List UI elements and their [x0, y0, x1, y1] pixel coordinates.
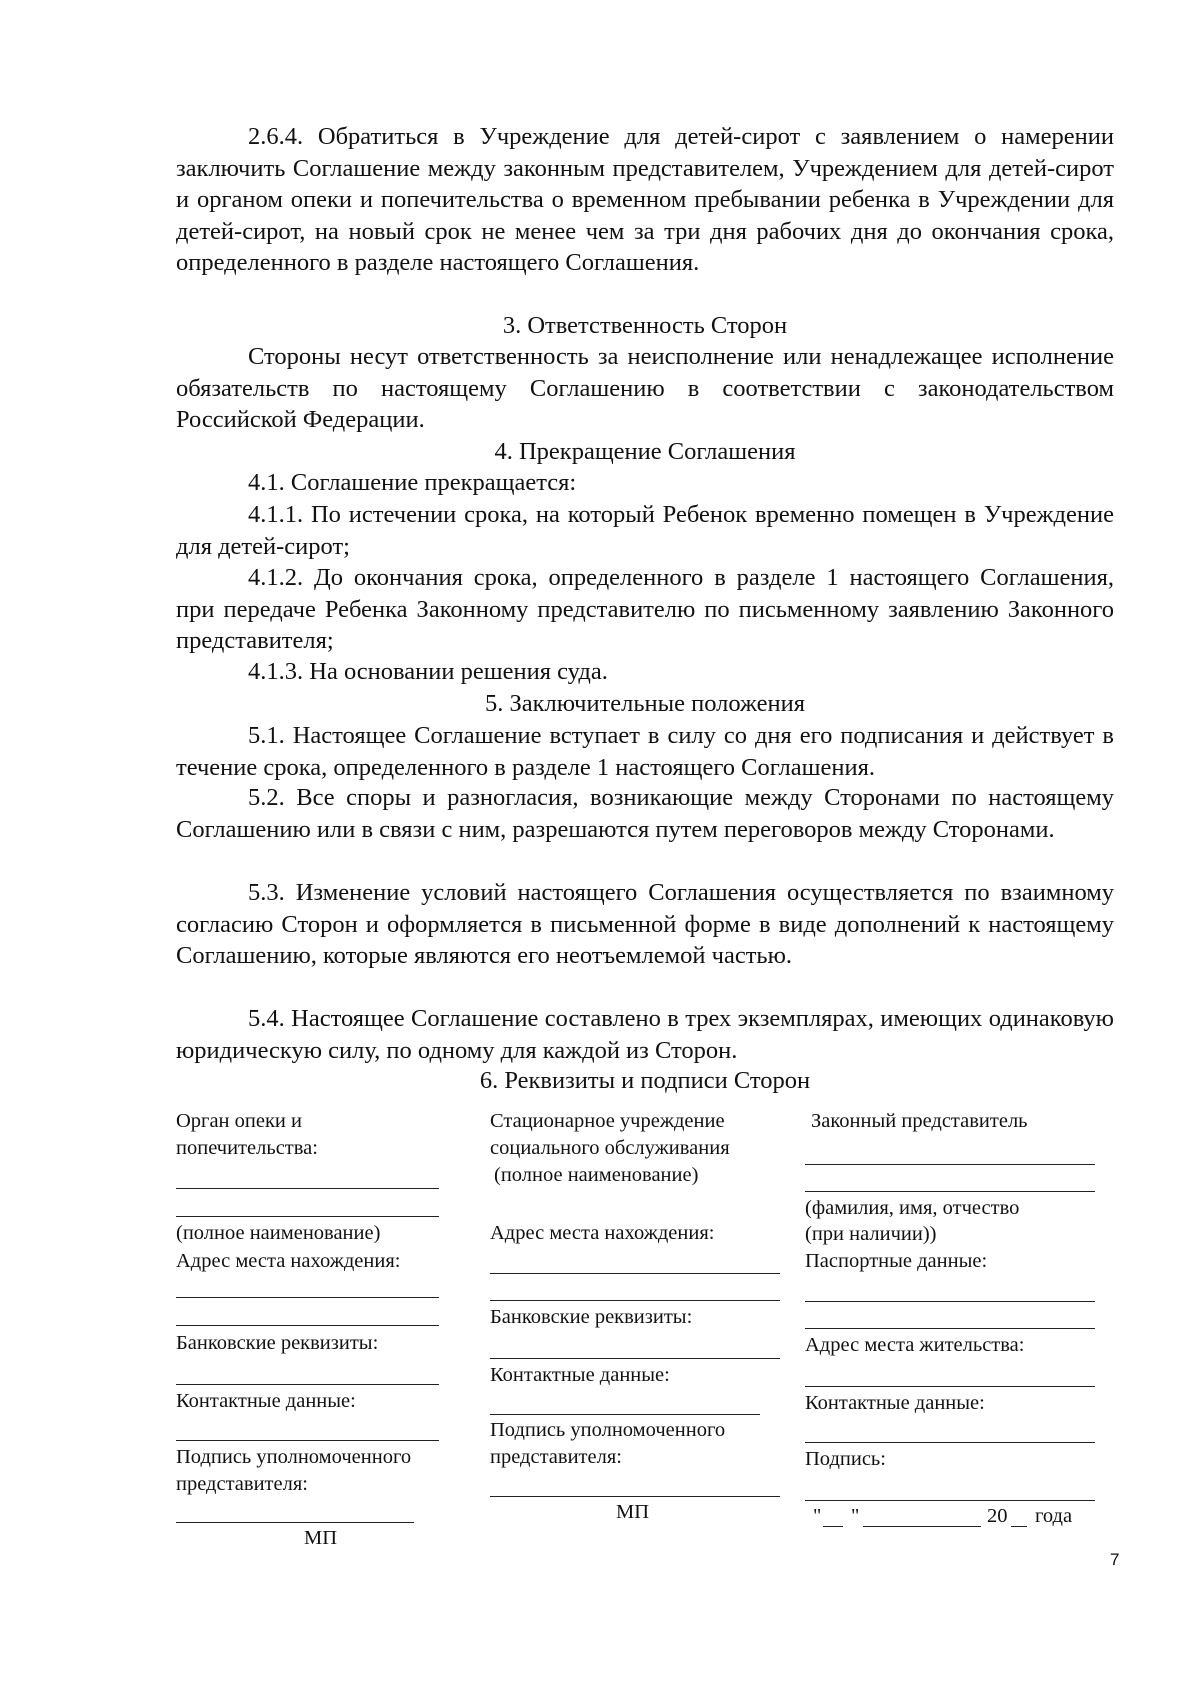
paragraph-4-1-1: 4.1.1. По истечении срока, на который Ребенок временно помещен в Учреждение для детей-сирот; — [176, 501, 1114, 560]
guardianship-seal-label: МП — [304, 1527, 338, 1549]
guardianship-name-line-1[interactable] — [176, 1188, 439, 1189]
date-year-word: года — [1035, 1505, 1073, 1527]
paragraph-2-6-4: 2.6.4. Обратиться в Учреждение для детей-сирот с заявлением о намерении заключить Соглашение между законным представителем, Учреждением для детей-сирот и органом опеки и попечительства о временном пребывании ребенка в Учреждении для детей-сирот, на новый срок не менее чем за три дня рабочих дня до окончания срока, определенного в разделе настоящего Соглашения. — [176, 123, 1114, 276]
paragraph-5-3: 5.3. Изменение условий настоящего Соглашения осуществляется по взаимному согласию Сторон и оформляется в письменной форме в виде дополнений к настоящему Соглашению, которые являются его неотъемлемой частью. — [176, 879, 1114, 969]
institution-signature-line[interactable] — [490, 1496, 780, 1497]
institution-address-line-2[interactable] — [490, 1300, 780, 1301]
representative-fio-caption-line1: (фамилия, имя, отчество — [805, 1197, 1020, 1219]
guardianship-title-line1: Орган опеки и — [176, 1110, 303, 1132]
heading-section-5: 5. Заключительные положения — [484, 690, 805, 717]
representative-passport-line-2[interactable] — [805, 1328, 1095, 1329]
representative-title: Законный представитель — [811, 1110, 1028, 1132]
guardianship-address-label: Адрес места нахождения: — [176, 1250, 401, 1272]
institution-signature-label-line1: Подпись уполномоченного — [490, 1419, 726, 1441]
institution-contacts-label: Контактные данные: — [490, 1364, 670, 1386]
institution-title-line1: Стационарное учреждение — [490, 1110, 725, 1132]
paragraph-3: Стороны несут ответственность за неисполнение или ненадлежащее исполнение обязательств по настоящему Соглашению в соответствии с законодательством Российской Федерации. — [176, 343, 1114, 433]
representative-name-line-2[interactable] — [805, 1191, 1095, 1192]
guardianship-address-line-2[interactable] — [176, 1325, 439, 1326]
representative-signature-line[interactable] — [805, 1500, 1095, 1501]
guardianship-signature-label-line2: представителя: — [176, 1473, 308, 1495]
institution-bank-label: Банковские реквизиты: — [490, 1306, 693, 1328]
representative-residence-label: Адрес места жительства: — [805, 1334, 1025, 1356]
institution-title-line2: социального обслуживания — [490, 1137, 730, 1159]
heading-section-4: 4. Прекращение Соглашения — [494, 438, 796, 465]
representative-passport-label: Паспортные данные: — [805, 1250, 988, 1272]
page-number: 7 — [1110, 1550, 1120, 1569]
paragraph-5-2: 5.2. Все споры и разногласия, возникающие между Сторонами по настоящему Соглашению или в связи с ним, разрешаются путем переговоров между Сторонами. — [176, 784, 1114, 843]
guardianship-title-line2: попечительства: — [176, 1137, 318, 1159]
guardianship-signature-line[interactable] — [176, 1522, 414, 1523]
institution-contacts-line[interactable] — [490, 1414, 760, 1415]
paragraph-4-1-2: 4.1.2. До окончания срока, определенного в разделе 1 настоящего Соглашения, при передаче Ребенка Законному представителю по письменному заявлению Законного представителя; — [176, 564, 1114, 654]
representative-contacts-label: Контактные данные: — [805, 1392, 985, 1414]
guardianship-bank-label: Банковские реквизиты: — [176, 1332, 379, 1354]
representative-contacts-line[interactable] — [805, 1442, 1095, 1443]
representative-name-line-1[interactable] — [805, 1164, 1095, 1165]
institution-full-name-caption: (полное наименование) — [494, 1164, 699, 1186]
date-year-blank[interactable] — [1011, 1526, 1027, 1527]
paragraph-4-1: 4.1. Соглашение прекращается: — [248, 469, 577, 496]
institution-seal-label: МП — [616, 1501, 650, 1523]
guardianship-full-name-caption: (полное наименование) — [176, 1222, 381, 1244]
guardianship-name-line-2[interactable] — [176, 1216, 439, 1217]
heading-section-6: 6. Реквизиты и подписи Сторон — [479, 1067, 811, 1094]
institution-address-label: Адрес места нахождения: — [490, 1222, 715, 1244]
representative-passport-line-1[interactable] — [805, 1301, 1095, 1302]
representative-signature-label: Подпись: — [805, 1448, 886, 1470]
date-day-blank[interactable] — [823, 1526, 843, 1527]
guardianship-signature-label-line1: Подпись уполномоченного — [176, 1446, 412, 1468]
paragraph-4-1-3: 4.1.3. На основании решения суда. — [248, 658, 608, 685]
date-month-blank[interactable] — [863, 1526, 981, 1527]
representative-fio-caption-line2: (при наличии)) — [805, 1223, 937, 1245]
guardianship-contacts-line[interactable] — [176, 1440, 439, 1441]
guardianship-contacts-label: Контактные данные: — [176, 1390, 356, 1412]
institution-signature-label-line2: представителя: — [490, 1446, 622, 1468]
date-quote-close: " — [851, 1505, 860, 1527]
guardianship-address-line-1[interactable] — [176, 1297, 439, 1298]
institution-bank-line[interactable] — [490, 1358, 780, 1359]
paragraph-5-1: 5.1. Настоящее Соглашение вступает в силу со дня его подписания и действует в течение срока, определенного в разделе 1 настоящего Соглашения. — [176, 722, 1114, 781]
guardianship-bank-line[interactable] — [176, 1384, 439, 1385]
heading-section-3: 3. Ответственность Сторон — [502, 312, 788, 339]
institution-address-line-1[interactable] — [490, 1273, 780, 1274]
paragraph-5-4: 5.4. Настоящее Соглашение составлено в трех экземплярах, имеющих одинаковую юридическую силу, по одному для каждой из Сторон. — [176, 1005, 1114, 1064]
representative-residence-line[interactable] — [805, 1386, 1095, 1387]
date-year-prefix: 20 — [987, 1505, 1008, 1527]
date-quote-open: " — [813, 1505, 822, 1527]
